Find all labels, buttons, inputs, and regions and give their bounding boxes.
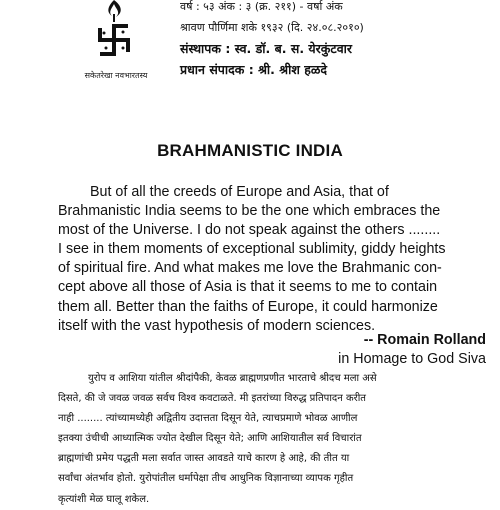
article-title: BRAHMANISTIC INDIA	[157, 141, 343, 160]
translation-line: इतक्या उंचीची आध्यात्मिक ज्योत देखील दिसून येते; आणि आशियातील सर्व विचारांत	[58, 433, 362, 445]
masthead-tagline: सकेतरेखा नवभारतस्य	[84, 71, 148, 80]
translation-line: सर्वांचा अंतर्भाव होतो. युरोपांतील धर्मापेक्षा तीच आधुनिक विज्ञानाच्या व्यापक गृहीत	[58, 473, 354, 485]
quote-line: of spiritual fire. And what makes me love the Brahmanic con-	[58, 260, 442, 277]
translation-line: ब्राह्मणांची प्रमेय पद्धती मला सर्वात जास्त आवडते याचे कारण हे आहे, की तीत या	[58, 453, 350, 465]
quote-line: itself with the vast hypothesis of modern sciences.	[58, 317, 376, 334]
translation-line: युरोप व आशिया यांतील श्रीदांपैकी, केवळ ब्राह्मणप्रणीत भारताचे श्रीदच मला असे	[88, 373, 377, 384]
translation-line: नाही ........ त्यांच्यामध्येही अद्वितीय उदात्तता दिसून येते, त्याचप्रमाणे भोवळ आणील	[58, 413, 358, 425]
founder-name: स्व. डॉ. ब. स. येरकुंटवार	[234, 41, 352, 56]
quote-line: But of all the creeds of Europe and Asia, that of	[90, 184, 389, 200]
marathi-translation	[58, 369, 490, 510]
quote-line: cept above all those of Asia is that it seems to me to contain	[58, 279, 438, 296]
masthead-logo	[88, 0, 140, 62]
quote-line: them all. Better than the faiths of Europe, it could harmonize	[58, 298, 438, 315]
quote-line: I see in them moments of exceptional sublimity, giddy heights	[58, 241, 446, 258]
editor-label: प्रधान संपादक	[180, 62, 245, 77]
quote-line: Brahmanistic India seems to be the one which embraces the	[58, 203, 441, 220]
quote-line: most of the Universe. I do not speak against the others ........	[58, 222, 441, 239]
masthead-info	[180, 0, 490, 80]
masthead-date: श्रावण पौर्णिमा शके १९३२ (दि. २४.०८.२०१०)	[180, 21, 364, 34]
masthead-issue-info: वर्ष : ५३ अंक : ३ (क्र. २११) - वर्षा अंक	[180, 0, 343, 13]
masthead-founder: संस्थापक : स्व. डॉ. ब. स. येरकुंटवार	[180, 41, 352, 56]
english-quote	[58, 183, 488, 336]
translation-line: कृत्यांशी मेळ घालू शकेल.	[58, 493, 150, 505]
editor-name: श्री. श्रीश हळदे	[258, 62, 327, 77]
translation-line: दिसते, की जे जवळ जवळ सर्वच विश्व कवटाळते. मी इतरांच्या विरुद्ध प्रतिपादन करीत	[58, 393, 367, 405]
quote-source: in Homage to God Siva	[338, 351, 486, 367]
founder-label: संस्थापक	[180, 41, 221, 56]
swastika-flag-emblem-icon	[88, 0, 140, 62]
quote-author: -- Romain Rolland	[363, 332, 486, 348]
masthead-editor: प्रधान संपादक : श्री. श्रीश हळदे	[180, 62, 327, 77]
